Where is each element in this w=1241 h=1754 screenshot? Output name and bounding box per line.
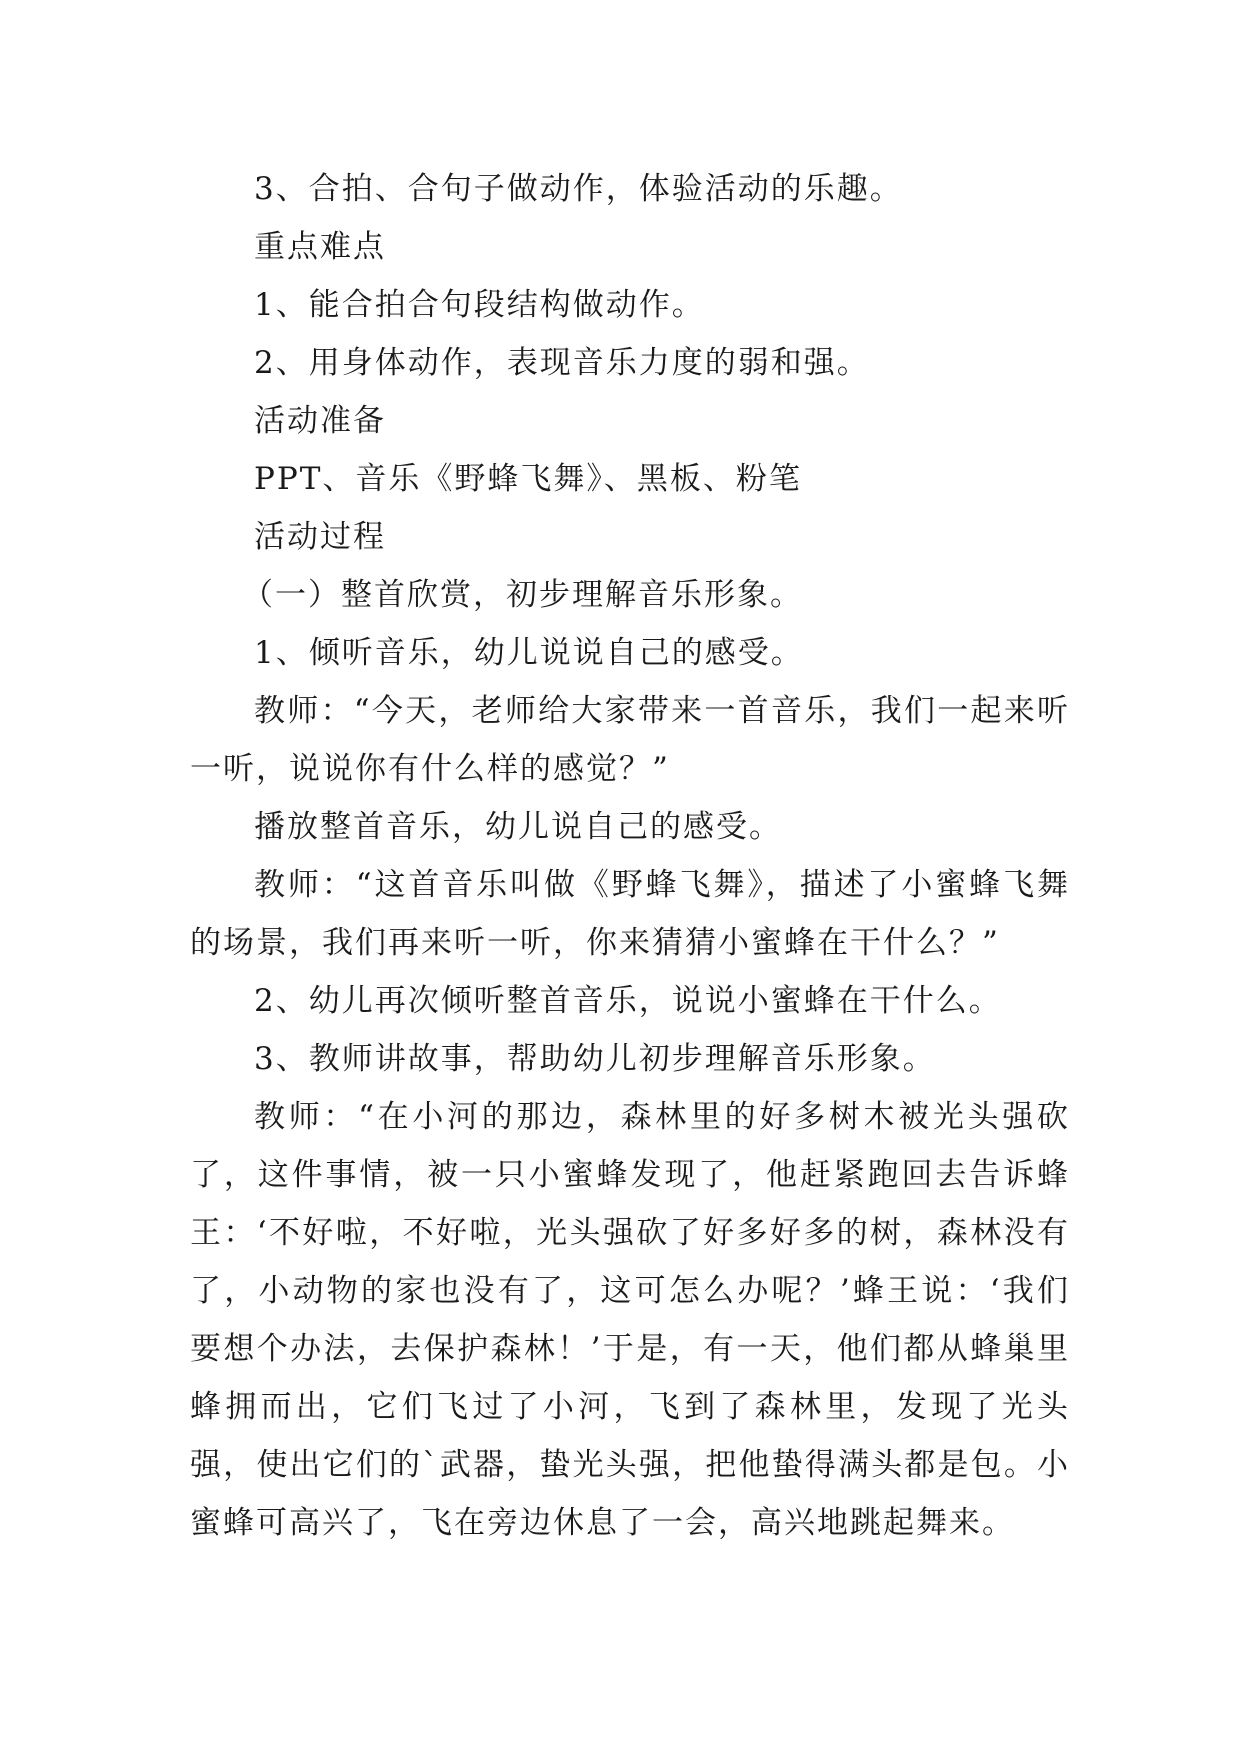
key-point-1-paragraph: 1、能合拍合句段结构做动作。	[254, 287, 705, 323]
section-heading-preparation: 活动准备	[254, 403, 386, 439]
play-music-paragraph: 播放整首音乐，幼儿说自己的感受。	[254, 809, 782, 845]
process-step-1-paragraph: 1、倾听音乐，幼儿说说自己的感受。	[254, 635, 804, 671]
process-part-1-heading: （一）整首欣赏，初步理解音乐形象。	[242, 577, 803, 613]
teacher-story-paragraph: 教师：“在小河的那边，森林里的好多树木被光头强砍了，这件事情，被一只小蜜蜂发现了，他赶紧跑回去告诉蜂王：‘不好啦，不好啦，光头强砍了好多好多的树，森林没有了，小动物的家也没有了，这可怎么办呢？’蜂王说：‘我们要想个办法，去保护森林！’于是，有一天，他们都从蜂巢里蜂拥而出，它们飞过了小河，飞到了森林里，发现了光头强，使出它们的`武器，蛰光头强，把他蛰得满头都是包。小蜜蜂可高兴了，飞在旁边休息了一会，高兴地跳起舞来。	[190, 1099, 1070, 1541]
section-heading-key-points: 重点难点	[254, 229, 386, 265]
goal-3-paragraph: 3、合拍、合句子做动作，体验活动的乐趣。	[254, 171, 903, 207]
teacher-quote-2-paragraph: 教师：“这首音乐叫做《野蜂飞舞》，描述了小蜜蜂飞舞的场景，我们再来听一听，你来猜猜小蜜蜂在干什么？”	[190, 867, 1070, 961]
document-body	[190, 160, 1070, 1552]
preparation-materials-paragraph: PPT、音乐《野蜂飞舞》、黑板、粉笔	[254, 461, 802, 497]
process-step-2-paragraph: 2、幼儿再次倾听整首音乐，说说小蜜蜂在干什么。	[254, 983, 1002, 1019]
teacher-quote-1-paragraph: 教师：“今天，老师给大家带来一首音乐，我们一起来听一听，说说你有什么样的感觉？”	[190, 693, 1070, 787]
process-step-3-paragraph: 3、教师讲故事，帮助幼儿初步理解音乐形象。	[254, 1041, 936, 1077]
key-point-2-paragraph: 2、用身体动作，表现音乐力度的弱和强。	[254, 345, 870, 381]
section-heading-process: 活动过程	[254, 519, 386, 555]
